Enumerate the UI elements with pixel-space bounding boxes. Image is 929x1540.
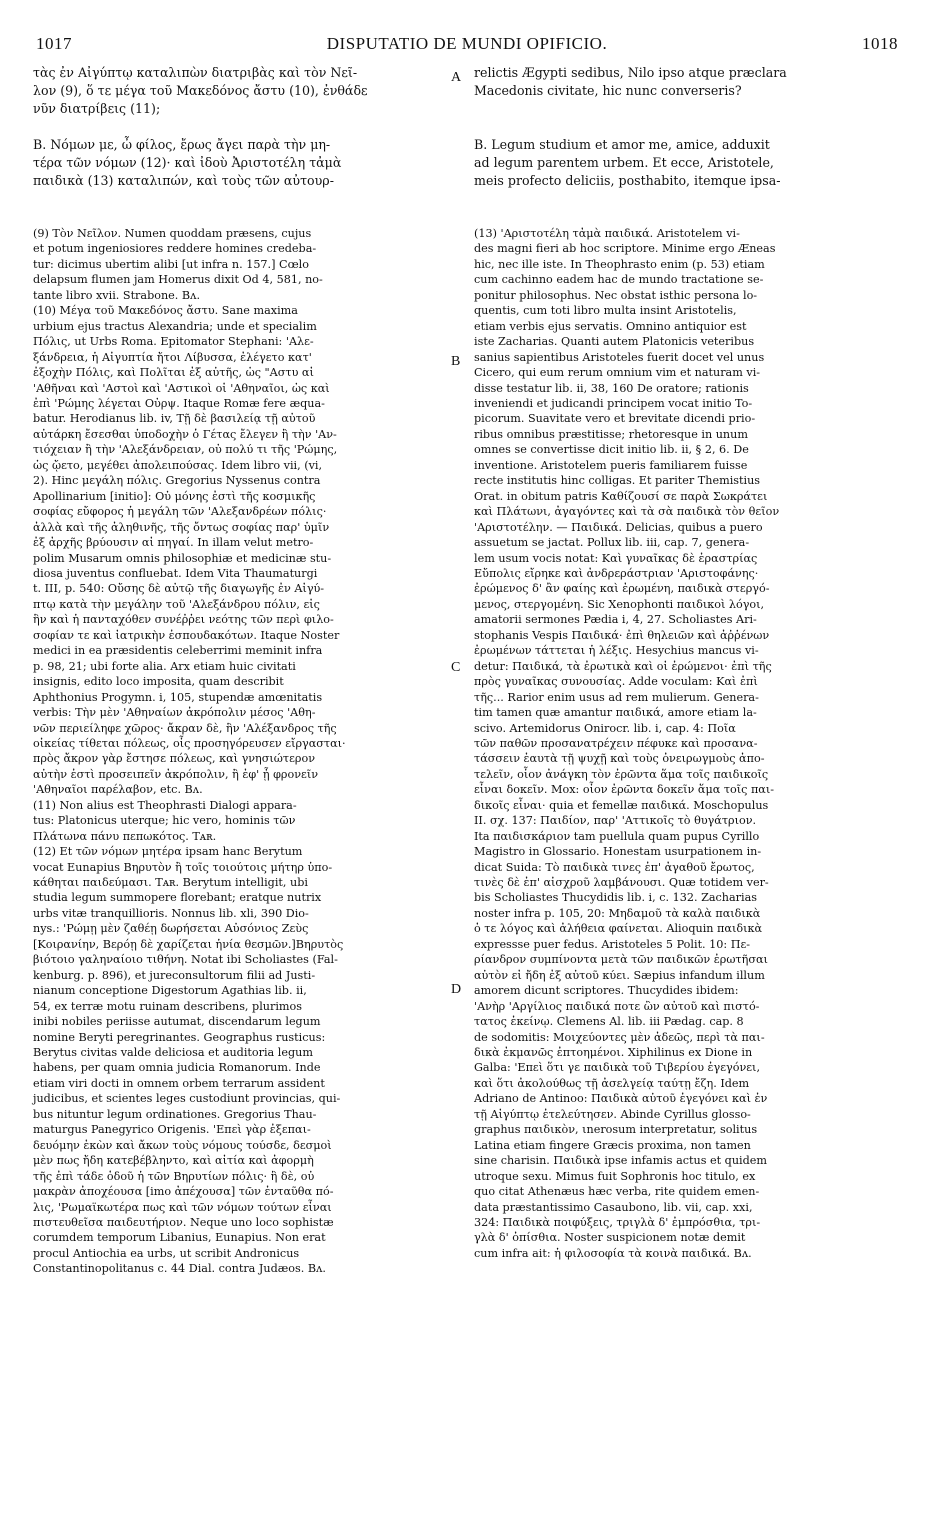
margin-letter-a: A [451,70,462,85]
margin-letter-c: C [451,660,461,675]
greek-dialogue-text-2: Β. Νόμων με, ὦ φίλος, ἔρως ἄγει παρὰ τὴν μη- τέρα τῶν νόμων (12)· καὶ ἰδοὺ Ἀριστοτέλη τἀμὰ παιδικὰ (13) καταλιπών, καὶ τοὺς τῶν αὐτουρ- [33,137,342,188]
greek-dialogue-text: τὰς ἐν Αἰγύπτῳ καταλιπὼν διατριβὰς καὶ τὸν Νεῖ- λον (9), ὅ τε μέγα τοῦ Μακεδόνος ἄστυ (10), ἐνθάδε νῦν διατρίβεις (11); [33,65,368,116]
latin-translation-text: relictis Ægypti sedibus, Nilo ipso atque præclara Macedonis civitate, hic nunc converseris? [474,65,787,98]
margin-letter-b: B [451,354,461,369]
page-number-left: 1017 [36,34,72,53]
footnotes-right-column: (13) 'Αριστοτέλη τἀμὰ παιδικά. Aristotelem vi- des magni fieri ab hoc scriptore. Minime ergo Æneas hic, nec ille iste. In Theophrasto enim (p. 53) etiam cum cachinno eadem hac de mundo tractatione se- ponitur philosophus. Nec obstat isthic persona lo- quentis, cum toti libro multa insint Aristotelis, etiam verbis ejus servatis. Omnino antiquior est iste Zacharias. Quanti autem Platonicis veteribus sanius sapientibus Aristoteles fuerit docet vel unus Cicero, qui eum rerum omnium vim et naturam vi- disse testatur lib. ii, 38, 160 De oratore; rationis inveniendi et judicandi principem vocat initio To- picorum. Suavitate vero et brevitate dicendi prio- ribus omnibus præstitisse; rhetoresque in unum omnes se convertisse dicit initio lib. ii, § 2, 6. De inventione. Aristotelem pueris familiarem fuisse recte institutis hinc colligas. Et pariter Themistius Orat. in obitum patris Καθίζουσί σε παρὰ Σωκράτει καὶ Πλάτωνι, ἀγαγόντες καὶ τὰ σὰ παιδικὰ τὸν θεῖον 'Αριστοτέλην. — Παιδικά. Delicias, quibus a puero assuetum se jactat. Pollux lib. iii, cap. 7, genera- lem usum vocis notat: Καὶ γυναῖκας δὲ ἐραστρίας Εὔπολις εἴρηκε καὶ ἀνδρεράστριαν 'Αριστοφάνης· ἐρώμενος δ' ἂν φαίης καὶ ἐρωμένη, παιδικὰ στεργό- μενος, στεργομένη. Sic Xenophonti παιδικοὶ λόγοι, amatorii sermones Pædia i, 4, 27. Scholiastes Ari- stophanis Vespis Παιδικά· ἐπὶ θηλειῶν καὶ ἀῤῥένων ἐρωμένων τάττεται ἡ λέξις. Hesychius mancus vi- detur: Παιδικά, τὰ ἐρωτικὰ καὶ οἱ ἐρώμενοι· ἐπὶ τῆς πρὸς γυναῖκας συνουσίας. Adde voculam: Καὶ ἐπὶ τῆς... Rarior enim usus ad rem mulierum. Genera- tim tamen quæ amantur παιδικά, amore etiam la- scivo. Artemidorus Onirocr. lib. i, cap. 4: Ποῖα τῶν παθῶν προσανατρέχειν πέφυκε καὶ προσανα- τάσσειν ἑαυτὰ τῇ ψυχῇ καὶ τοὺς ὀνειρωγμοὺς ἀπο- τελεῖν, οἷον ἀνάγκη τὸν ἐρῶντα ἅμα τοῖς παιδικοῖς εἶναι δοκεῖν. Mox: οἷον ἐρῶντα δοκεῖν ἅμα τοῖς παι- δικοῖς εἶναι· quia et femellæ παιδικά. Moschopulus II. σχ. 137: Παιδίον, παρ' 'Αττικοῖς τὸ θυγάτριον. Ita παιδισκάριον tam puellula quam pupus Cyrillo Magistro in Glossario. Honestam usurpationem in- dicat Suida: Τὸ παιδικὰ τινες ἐπ' ἀγαθοῦ ἔρωτος, τινὲς δὲ ἐπ' αἰσχροῦ λαμβάνουσι. Quæ totidem ver- bis Scholiastes Thucydidis lib. i, c. 132. Zacharias noster infra p. 105, 20: Μηδαμοῦ τὰ καλὰ παιδικὰ ὁ τε λόγος καὶ ἀλήθεια φαίνεται. Alioquin παιδικὰ expressse puer fedus. Aristoteles 5 Polit. 10: Πε- ρίανδρον συμπίνοντα μετὰ τῶν παιδικῶν ἐρωτῆσαι αὐτὸν εἰ ἤδη ἐξ αὐτοῦ κύει. Sæpius infandum illum amorem dicunt scriptores. Thucydides ibidem: 'Ανὴρ 'Αργίλιος παιδικά ποτε ὢν αὐτοῦ καὶ πιστό- τατος ἐκείνῳ. Clemens Al. lib. iii Pædag. cap. 8 de sodomitis: Μοιχεύοντες μὲν ἀδεῶς, περὶ τὰ παι- δικὰ ἐκμανῶς ἐπτοημένοι. Xiphilinus ex Dione in Galba: 'Επεὶ ὅτι γε παιδικὰ τοῦ Τιβερίου ἐγεγόνει, καὶ ὅτι ἀκολούθως τῇ ἀσελγείᾳ ταύτῃ ἔζη. Idem Adriano de Antinoo: Παιδικὰ αὐτοῦ ἐγεγόνει καὶ ἐν τῇ Αἰγύπτῳ ἐτελεύτησεν. Abinde Cyrillus glosso- graphus παιδικὸν, ιnerosum interpretatur, solitus Latina etiam fingere Græcis proxima, non tamen sine charisin. Παιδικὰ ipse infamis actus et quidem utroque sexu. Mimus fuit Sophronis hoc titulo, ex quo citat Athenæus hæc verba, rite quidem emen- data præstantissimo Casaubono, lib. vii, cap. xxi, 324: Παιδικὰ ποιφύξεις, τριγλὰ δ' ἐμπρόσθια, τρι- γλὰ δ' ὀπίσθια. Noster suspicionem notæ demit cum infra ait: ἡ φιλοσοφία τὰ κοινὰ παιδικά. Bʌ. [474,227,780,1260]
footnotes-left-column: (9) Τὸν Νεῖλον. Numen quoddam præsens, cujus et potum ingeniosiores reddere homines credeba- tur: dicimus ubertim alibi [ut infra n. 157.] Cœlo delapsum flumen jam Homerus dixit Od 4, 581, no- tante libro xvii. Strabone. Bʌ. (10) Μέγα τοῦ Μακεδόνος ἄστυ. Sane maxima urbium ejus tractus Alexandria; unde et specialim Πόλις, ut Urbs Roma. Epitomator Stephani: 'Αλε- ξάνδρεια, ἡ Αἰγυπτία ἤτοι Λίβυσσα, ἐλέγετο κατ' ἐξοχὴν Πόλις, καὶ Πολῖται ἐξ αὐτῆς, ὡς "Αστυ αἱ 'Αθῆναι καὶ 'Αστοὶ καὶ 'Αστικοὶ οἱ 'Αθηναῖοι, ὡς καὶ ἐπὶ 'Ρώμης λέγεται Οὐρψ. Itaque Romæ fere æqua- batur. Herodianus lib. iv, Τῇ δὲ βασιλείᾳ τῇ αὐτοῦ αὐτάρκη ἔσεσθαι ὑποδοχὴν ὁ Γέτας ἔλεγεν ἢ τὴν 'Αν- τιόχειαν ἢ τὴν 'Αλεξάνδρειαν, οὐ πολύ τι τῆς 'Ρώμης, ὡς ᾤετο, μεγέθει ἀπολειπούσας. Idem libro vii, (vi, 2). Hinc μεγάλη πόλις. Gregorius Nyssenus contra Apollinarium [initio]: Οὐ μόνης ἐστὶ τῆς κοσμικῆς σοφίας εὔφορος ἡ μεγάλη τῶν 'Αλεξανδρέων πόλις· ἀλλὰ καὶ τῆς ἀληθινῆς, τῆς ὄντως σοφίας παρ' ὑμῖν ἐξ ἀρχῆς βρύουσιν αἱ πηγαί. In illam velut metro- polim Musarum omnis philosophiæ et medicinæ stu- diosa juventus confluebat. Idem Vita Thaumaturgi t. III, p. 540: Οὔσης δὲ αὐτῷ τῆς διαγωγῆς ἐν Αἰγύ- πτῳ κατὰ τὴν μεγάλην τοῦ 'Αλεξάνδρου πόλιν, εἰς ἣν καὶ ἡ πανταχόθεν συνέῤῥει νεότης τῶν περὶ φιλο- σοφίαν τε καὶ ἰατρικὴν ἐσπουδακότων. Itaque Noster medici in ea præsidentis celeberrimi meminit infra p. 98, 21; ubi forte alia. Arx etiam huic civitati insignis, edito loco imposita, quam describit Aphthonius Progymn. i, 105, stupendæ amœnitatis verbis: Τὴν μὲν 'Αθηναίων ἀκρόπολιν μέσος 'Αθη- νῶν περιείληφε χῶρος· ἄκραν δὲ, ἣν 'Αλέξανδρος τῆς οἰκείας τίθεται πόλεως, οἷς προσηγόρευσεν εἴργασται· πρὸς ἄκρον γὰρ ἔστησε πόλεως, καὶ γνησιώτερον αὐτὴν ἐστὶ προσειπεῖν ἀκρόπολιν, ἢ ἐφ' ᾗ φρονεῖν 'Αθηναῖοι παρέλαβον, etc. Bʌ. (11) Non alius est Theophrasti Dialogi appara- tus: Platonicus uterque; hic vero, hominis τῶν Πλάτωνα πάνυ πεπωκότος. Tᴀʀ. (12) Et τῶν νόμων μητέρα ipsam hanc Berytum vocat Eunapius Βηρυτὸν ἢ τοῖς τοιούτοις μήτηρ ὑπο- κάθηται παιδεύμασι. Tᴀʀ. Berytum intelligit, ubi studia legum summopere florebant; eratque nutrix urbs vitæ tranquillioris. Nonnus lib. xli, 390 Dio- nys.: 'Ρώμῃ μὲν ζαθέῃ δωρήσεται Αὐσόνιος Ζεὺς [Κοιρανίην, Βερόῃ δὲ χαρίζεται ἡνία θεσμῶν.]Βηρυτὸς βιότοιο γαληναίοιο τιθήνη. Notat ibi Scholiastes (Fal- kenburg. p. 896), et jureconsultorum filii ad Justi- nianum conceptione Digestorum Agathias lib. ii, 54, ex terræ motu ruinam describens, plurimos inibi nobiles periisse autumat, discendarum legum nomine Beryti peregrinantes. Geographus rusticus: Berytus civitas valde deliciosa et auditoria legum habens, per quam omnia judicia Romanorum. Inde etiam viri docti in omnem orbem terrarum assident judicibus, et scientes leges custodiunt provincias, qui- bus nituntur legum ordinationes. Gregorius Thau- maturgus Panegyrico Origenis. 'Επεὶ γὰρ ἐξεπαι- δευόμην ἑκὼν καὶ ἄκων τοὺς νόμους τούσδε, δεσμοὶ μὲν πως ἤδη κατεβέβληντο, καὶ αἰτία καὶ ἀφορμὴ τῆς ἐπὶ τάδε ὁδοῦ ἡ τῶν Βηρυτίων πόλις· ἣ δὲ, οὐ μακρὰν ἀποχέουσα [imo ἀπέχουσα] τῶν ἐνταῦθα πό- λις, 'Ρωμαϊκωτέρα πως καὶ τῶν νόμων τούτων εἶναι πιστευθεῖσα παιδευτήριον. Neque uno loco sophistæ corumdem temporum Libanius, Eunapius. Non erat procul Antiochia ea urbs, ut scribit Andronicus Constantinopolitanus c. 44 Dial. contra Judæos. Bʌ. [33,227,346,1276]
running-title: DISPUTATIO DE MUNDI OPIFICIO. [326,34,608,53]
latin-translation-text-2: B. Legum studium et amor me, amice, adduxit ad legum parentem urbem. Et ecce, Aristotele, meis profecto deliciis, posthabito, itemque ipsa- [474,137,781,188]
margin-letter-d: D [451,982,462,997]
page-header [36,34,898,58]
page-number-right: 1018 [862,34,898,53]
